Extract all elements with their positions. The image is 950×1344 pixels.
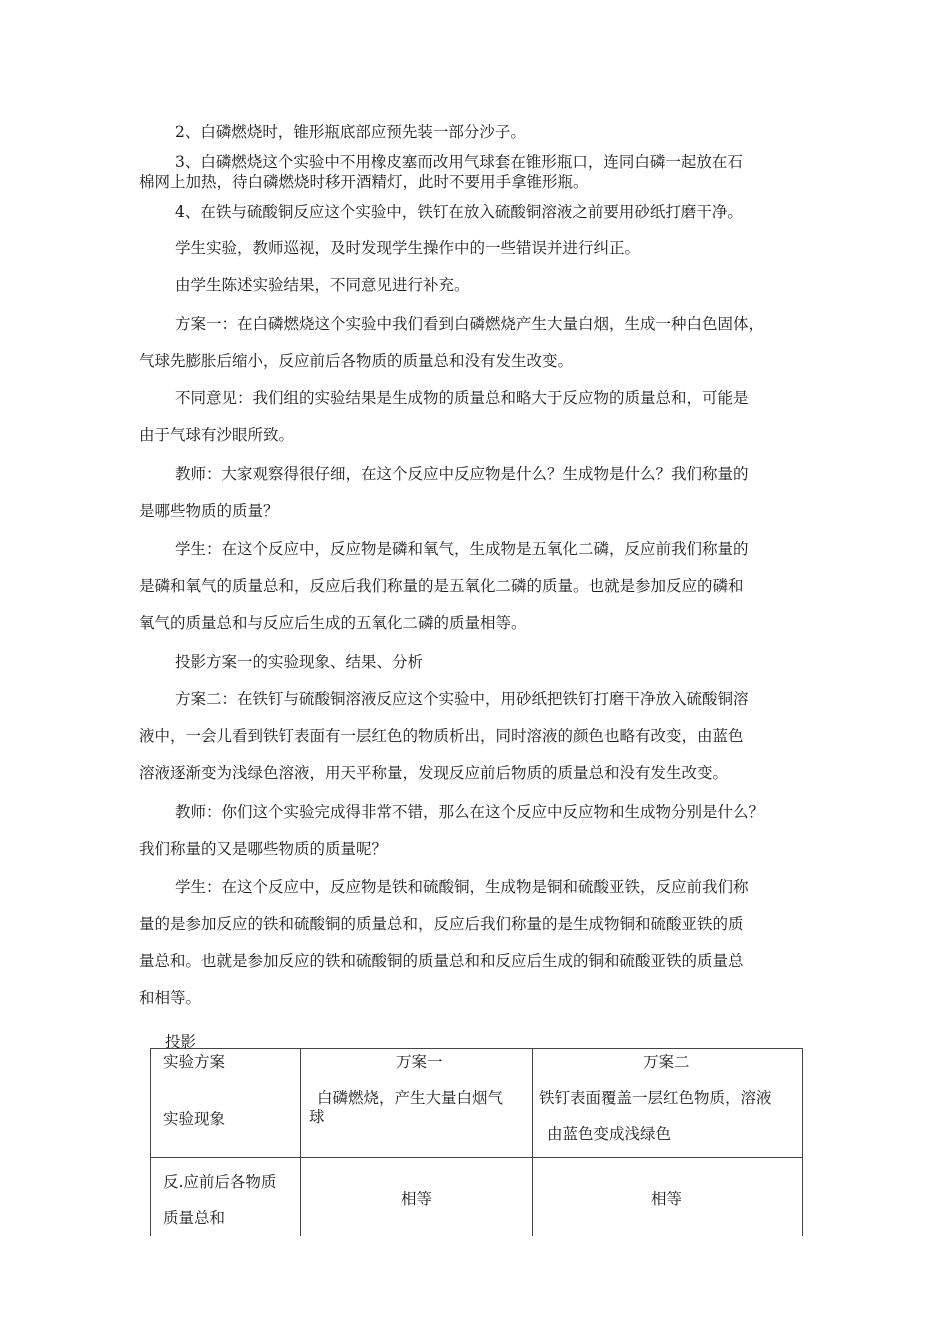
table-cell (301, 1158, 533, 1237)
paragraph-line: 学生实验，教师巡视，及时发现学生操作中的一些错误并进行纠正。 (175, 239, 641, 257)
paragraph-line: 量总和。也就是参加反应的铁和硫酸铜的质量总和和反应后生成的铜和硫酸亚铁的质量总 (139, 952, 744, 970)
paragraph-line: 是磷和氧气的质量总和，反应后我们称量的是五氧化二磷的质量。也就是参加反应的磷和 (139, 577, 744, 595)
table-cell (301, 1049, 533, 1158)
paragraph-line: 溶液逐渐变为浅绿色溶液，用天平称量，发现反应前后物质的质量总和没有发生改变。 (139, 764, 729, 782)
paragraph-line: 投影方案一的实验现象、结果、分析 (175, 653, 424, 671)
caption-text: 投影 (165, 1033, 197, 1051)
paragraph-line: 和相等。 (139, 989, 202, 1007)
cell-text: 相等 (651, 1190, 683, 1208)
cell-text: 铁钉表面覆盖一层红色物质，溶液 (539, 1089, 772, 1107)
cell-text: 球 (309, 1108, 325, 1126)
paragraph-line: 由于气球有沙眼所致。 (139, 426, 295, 444)
table-row (151, 1158, 803, 1237)
header-plan-one: 万案一 (396, 1053, 443, 1071)
table-cell (533, 1158, 803, 1237)
paragraph-line: 2、白磷燃烧时，锥形瓶底部应预先装一部分沙子。 (175, 123, 526, 141)
paragraph-line: 方案一：在白磷燃烧这个实验中我们看到白磷燃烧产生大量白烟，生成一种白色固体， (175, 315, 765, 333)
table-cell (151, 1158, 301, 1237)
table-cell (533, 1049, 803, 1158)
paragraph-line: 棉网上加热，待白磷燃烧时移开酒精灯，此时不要用手拿锥形瓶。 (139, 173, 589, 191)
paragraph-line: 教师：你们这个实验完成得非常不错，那么在这个反应中反应物和生成物分别是什么？ (175, 803, 765, 821)
header-plan-two: 万案二 (643, 1053, 690, 1071)
row-label-mass: 反.应前后各物质 (163, 1173, 277, 1191)
paragraph-line: 教师：大家观察得很仔细，在这个反应中反应物是什么？生成物是什么？我们称量的 (175, 465, 749, 483)
paragraph-line: 液中，一会儿看到铁钉表面有一层红色的物质析出，同时溶液的颜色也略有改变，由蓝色 (139, 727, 744, 745)
paragraph-line: 我们称量的又是哪些物质的质量呢？ (139, 840, 388, 858)
table-row (151, 1049, 803, 1158)
cell-text: 相等 (401, 1190, 433, 1208)
table-cell (151, 1049, 301, 1158)
paragraph-line: 气球先膨胀后缩小，反应前后各物质的质量总和没有发生改变。 (139, 352, 574, 370)
row-label-mass: 质量总和 (163, 1209, 226, 1227)
paragraph-line: 不同意见：我们组的实验结果是生成物的质量总和略大于反应物的质量总和，可能是 (175, 389, 749, 407)
paragraph-line: 氧气的质量总和与反应后生成的五氧化二磷的质量相等。 (139, 614, 527, 632)
paragraph-line: 量的是参加反应的铁和硫酸铜的质量总和，反应后我们称量的是生成物铜和硫酸亚铁的质 (139, 915, 744, 933)
paragraph-line: 方案二：在铁钉与硫酸铜溶液反应这个实验中，用砂纸把铁钉打磨干净放入硫酸铜溶 (175, 690, 749, 708)
paragraph-line: 3、白磷燃烧这个实验中不用橡皮塞而改用气球套在锥形瓶口，连同白磷一起放在石 (175, 153, 743, 171)
paragraph-line: 学生：在这个反应中，反应物是铁和硫酸铜，生成物是铜和硫酸亚铁，反应前我们称 (175, 878, 749, 896)
paragraph-line: 4、在铁与硫酸铜反应这个实验中，铁钉在放入硫酸铜溶液之前要用砂纸打磨干净。 (175, 203, 743, 221)
cell-text: 由蓝色变成浅绿色 (547, 1125, 672, 1143)
paragraph-line: 是哪些物质的质量？ (139, 502, 279, 520)
row-label-phenomenon: 实验现象 (163, 1110, 226, 1128)
paragraph-line: 学生：在这个反应中，反应物是磷和氧气，生成物是五氧化二磷，反应前我们称量的 (175, 540, 749, 558)
header-plan-label: 实验方案 (163, 1053, 226, 1071)
cell-text: 白磷燃烧，产生大量白烟气 (317, 1089, 504, 1107)
paragraph-line: 由学生陈述实验结果，不同意见进行补充。 (175, 276, 470, 294)
comparison-table (150, 1048, 803, 1236)
